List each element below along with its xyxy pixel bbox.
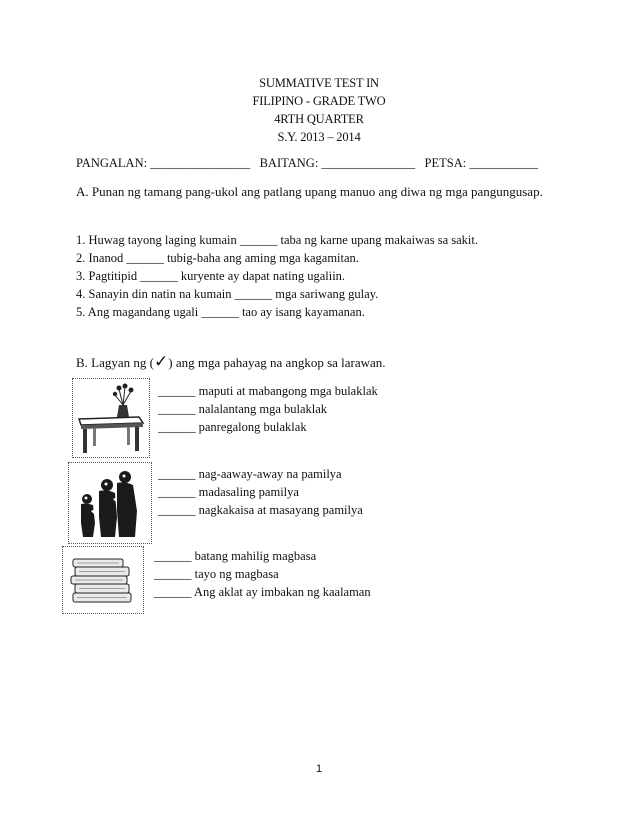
part-b-instruction (76, 352, 386, 372)
check-mark-icon: ✓ (153, 352, 169, 372)
part-a-item: 3. Pagtitipid ______ kuryente ay dapat nating ugaliin. (76, 269, 346, 283)
part-a-item: 4. Sanayin din natin na kumain ______ mga sariwang gulay. (76, 287, 379, 301)
option-item: ______ nalalantang mga bulaklak (158, 402, 328, 416)
family-praying-icon (68, 462, 152, 544)
part-b-instruction-start: B. Lagyan ng ( (76, 355, 154, 370)
part-a-item: 5. Ang magandang ugali ______ tao ay isang kayamanan. (76, 305, 365, 319)
title-line-2: FILIPINO - GRADE TWO (252, 94, 386, 108)
part-a-items (76, 231, 478, 321)
title-line-4: S.Y. 2013 – 2014 (277, 130, 361, 144)
student-info-line (76, 156, 538, 171)
option-item: ______ Ang aklat ay imbakan ng kaalaman (154, 585, 371, 599)
test-header (0, 74, 638, 146)
grade-field[interactable]: BAITANG: _______________ (259, 156, 416, 170)
page-number: 1 (315, 763, 323, 775)
title-line-3: 4RTH QUARTER (274, 112, 364, 126)
part-b-instruction-end: ) ang mga pahayag na angkop sa larawan. (168, 355, 386, 370)
table-with-flower-vase-icon (72, 378, 150, 458)
option-item: ______ batang mahilig magbasa (154, 549, 317, 563)
option-item: ______ nag-aaway-away na pamilya (158, 467, 342, 481)
option-item: ______ nagkakaisa at masayang pamilya (158, 503, 363, 517)
part-a-instruction: A. Punan ng tamang pang-ukol ang patlang upang manuo ang diwa ng mga pangungusap. (76, 184, 543, 199)
picture-1-options (158, 382, 378, 436)
stack-of-books-icon (62, 546, 144, 614)
option-item: ______ maputi at mabangong mga bulaklak (158, 384, 378, 398)
picture-2-options (158, 465, 363, 519)
part-a-item: 1. Huwag tayong laging kumain ______ taba ng karne upang makaiwas sa sakit. (76, 233, 478, 247)
option-item: ______ madasaling pamilya (158, 485, 299, 499)
picture-3-options (154, 547, 371, 601)
name-field[interactable]: PANGALAN: ________________ (76, 156, 251, 170)
date-field[interactable]: PETSA: ___________ (424, 156, 539, 170)
part-a-item: 2. Inanod ______ tubig-baha ang aming mga kagamitan. (76, 251, 359, 265)
option-item: ______ tayo ng magbasa (154, 567, 279, 581)
title-line-1: SUMMATIVE TEST IN (259, 76, 379, 90)
option-item: ______ panregalong bulaklak (158, 420, 307, 434)
